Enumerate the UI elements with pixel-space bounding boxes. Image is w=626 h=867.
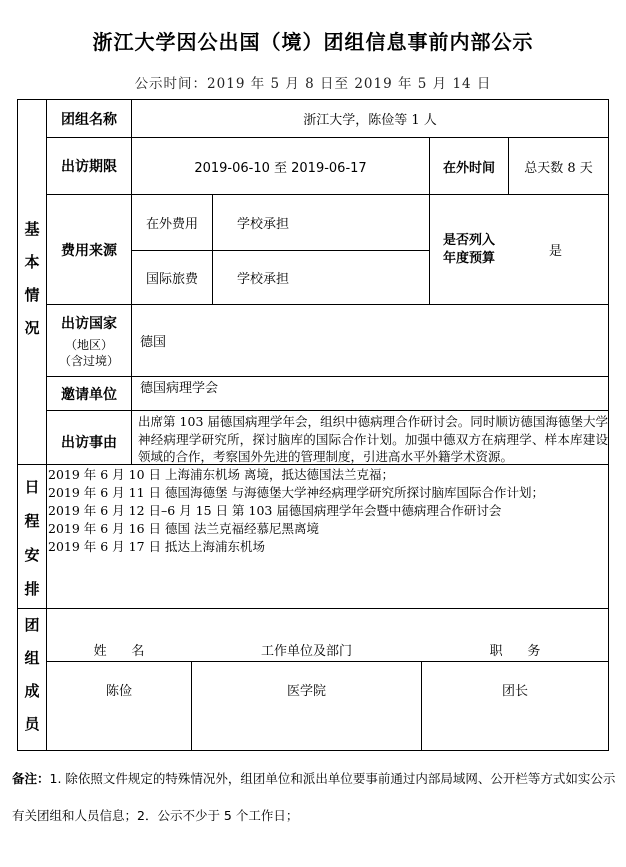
travel-cost-value: 学校承担	[237, 272, 290, 287]
abroad-cost-value: 学校承担	[237, 217, 290, 232]
schedule-item: 2019 年 6 月 16 日 德国 法兰克福经慕尼黑离境	[48, 521, 319, 536]
period-label: 出访期限	[61, 159, 117, 175]
country-label: 出访国家 （地区） （含过境）	[58, 315, 119, 368]
inviter-value: 德国病理学会	[140, 381, 219, 396]
schedule-item: 2019 年 6 月 17 日 抵达上海浦东机场	[48, 539, 266, 554]
purpose-value: 出席第 103 届德国病理学年会，组织中德病理合作研讨会。同时顺访德国海德堡大学神经病理学研究所，探讨脑库的国际合作计划。加强中德双方在病理学、样本库建设领域的合作，考察国外先进的管理制度，引进高水平外籍学术资源。	[138, 414, 608, 464]
budget-value: 是	[549, 244, 563, 259]
abroad-cost-label: 在外费用	[145, 217, 198, 232]
abroad-time-value: 总天数 8 天	[524, 160, 593, 176]
note-text: 1. 除依照文件规定的特殊情况外，组团单位和派出单位要事前通过内部局域网、公开栏等方式如实公示有关团组和人员信息；2．公示不少于 5 个工作日；	[12, 771, 616, 823]
schedule-item: 2019 年 6 月 10 日 上海浦东机场 离境，抵达德国法兰克福；	[48, 467, 394, 482]
purpose-label: 出访事由	[61, 434, 117, 451]
section-schedule: 日 程 安 排	[24, 478, 40, 598]
schedule-list	[48, 466, 608, 556]
border-bottom	[17, 750, 609, 751]
section-basic: 基 本 情 况	[24, 220, 40, 337]
member-position: 团长	[501, 683, 528, 699]
note-prefix: 备注：	[12, 771, 50, 786]
schedule-item: 2019 年 6 月 12 日–6 月 15 日 第 103 届德国病理学年会暨中德病理合作研讨会	[48, 503, 502, 518]
border-left	[17, 99, 18, 751]
funding-label: 费用来源	[61, 242, 117, 259]
border-right	[608, 99, 609, 751]
schedule-item: 2019 年 6 月 11 日 德国海德堡 与海德堡大学神经病理学研究所探讨脑库国际合作计划；	[48, 485, 544, 500]
country-value: 德国	[140, 335, 167, 350]
group-name-label: 团组名称	[61, 111, 117, 128]
member-header-unit: 工作单位及部门	[260, 643, 352, 659]
rule	[17, 608, 609, 609]
abroad-time-label: 在外时间	[442, 160, 495, 176]
inviter-label: 邀请单位	[61, 386, 117, 403]
publish-time: 公示时间：2019 年 5 月 8 日至 2019 年 5 月 14 日	[134, 76, 492, 92]
member-unit: 医学院	[286, 683, 326, 699]
budget-label: 是否列入 年度预算	[442, 232, 495, 266]
travel-cost-label: 国际旅费	[145, 272, 198, 287]
period-value: 2019-06-10 至 2019-06-17	[194, 160, 367, 176]
footnote	[12, 760, 616, 834]
member-header-name: 姓 名	[93, 643, 145, 659]
group-name-value: 浙江大学，陈俭等 1 人	[303, 113, 437, 128]
member-header-position: 职 务	[489, 643, 541, 659]
section-members: 团 组 成 员	[24, 616, 40, 733]
page-title: 浙江大学因公出国（境）团组信息事前内部公示	[92, 30, 534, 54]
member-name: 陈俭	[105, 683, 132, 699]
